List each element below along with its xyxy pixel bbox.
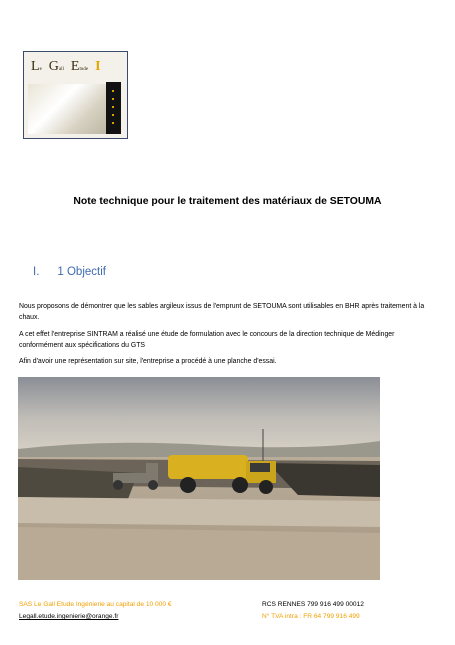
paragraph-1: Nous proposons de démontrer que les sables argileux issus de l'emprunt de SETOUMA sont utilisables en BHR après traitement à la chaux. [19, 303, 425, 321]
footer-tva: N° TVA intra : FR 64 799 916 499 [262, 613, 360, 620]
footer-rcs: RCS RENNES 799 916 499 00012 [262, 601, 364, 608]
logo-blueprint-image [28, 84, 106, 134]
paragraph-3: Afin d'avoir une représentation sur site, l'entreprise a procédé à une planche d'essai. [19, 358, 277, 365]
logo-wordmark: Le Gall Etude I [31, 59, 101, 74]
document-title: Note technique pour le traitement des matériaux de SETOUMA [73, 196, 382, 207]
section-number: I. [33, 266, 40, 278]
paragraph-2: A cet effet l'entreprise SINTRAM a réalisé une étude de formulation avec le concours de la direction technique de Médinger conformément aux spécifications du GTS [19, 331, 395, 349]
company-logo [23, 51, 128, 139]
footer-left [19, 599, 172, 623]
site-photo [18, 377, 380, 580]
logo-side-bar [106, 82, 121, 134]
footer-company: SAS Le Gall Etude Ingénierie au capital de 10 000 € [19, 601, 172, 608]
section-heading [33, 266, 106, 278]
section-title: 1 Objectif [57, 266, 106, 278]
footer-right [262, 599, 364, 623]
footer-email-link[interactable]: Legall.etude.ingenierie@orange.fr [19, 613, 119, 620]
